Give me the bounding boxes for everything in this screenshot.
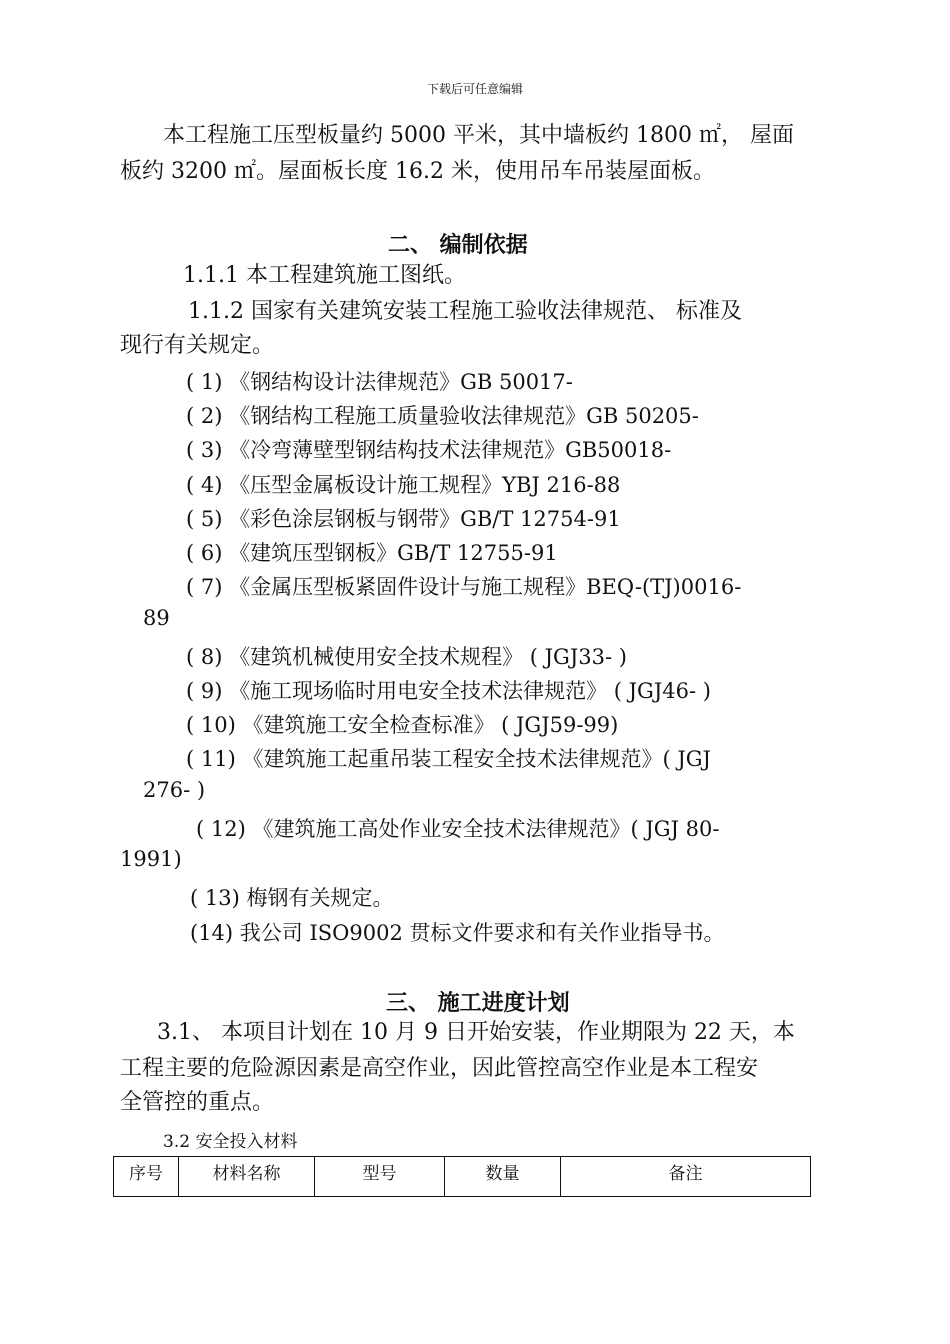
reference-item: ( 4) 《压型金属板设计施工规程》YBJ 216-88 (186, 473, 621, 497)
materials-table (113, 1156, 811, 1197)
reference-item: ( 12) 《建筑施工高处作业安全技术法律规范》( JGJ 80- (196, 817, 720, 841)
reference-item: ( 6) 《建筑压型钢板》GB/T 12755-91 (186, 541, 558, 565)
table-header-row (114, 1157, 811, 1197)
section-2-para-1: 1.1.1 本工程建筑施工图纸。 (183, 263, 466, 288)
intro-line-2: 板约 3200 ㎡。屋面板长度 16.2 米，使用吊车吊装屋面板。 (120, 159, 715, 184)
section-3-para-1a: 3.1、 本项目计划在 10 月 9 日开始安装，作业期限为 22 天，本 (157, 1020, 795, 1045)
table-header-cell: 材料名称 (179, 1157, 315, 1197)
reference-item: ( 9) 《施工现场临时用电安全技术法律规范》 ( JGJ46- ) (186, 679, 711, 703)
reference-item-continuation: 276- ) (143, 778, 206, 802)
reference-item-continuation: 89 (143, 606, 170, 630)
reference-item: ( 13) 梅钢有关规定。 (190, 886, 394, 910)
intro-line-1: 本工程施工压型板量约 5000 平米，其中墙板约 1800 ㎡， 屋面 (163, 123, 794, 148)
reference-item: ( 2) 《钢结构工程施工质量验收法律规范》GB 50205- (186, 404, 699, 428)
section-2-para-2b: 现行有关规定。 (120, 333, 275, 358)
reference-item: ( 3) 《冷弯薄壁型钢结构技术法律规范》GB50018- (186, 438, 672, 462)
table-header-cell: 数量 (445, 1157, 561, 1197)
reference-item: ( 5) 《彩色涂层钢板与钢带》GB/T 12754-91 (186, 507, 621, 531)
reference-item: (14) 我公司 ISO9002 贯标文件要求和有关作业指导书。 (190, 921, 725, 945)
section-2-title: 二、 编制依据 (388, 233, 528, 258)
reference-item-continuation: 1991) (120, 847, 182, 871)
section-2-para-2a: 1.1.2 国家有关建筑安装工程施工验收法律规范、 标准及 (188, 299, 742, 324)
reference-item: ( 8) 《建筑机械使用安全技术规程》 ( JGJ33- ) (186, 645, 627, 669)
table-header-cell: 序号 (114, 1157, 179, 1197)
section-3-para-1c: 全管控的重点。 (120, 1090, 275, 1115)
reference-item: ( 1) 《钢结构设计法律规范》GB 50017- (186, 370, 573, 394)
reference-item: ( 7) 《金属压型板紧固件设计与施工规程》BEQ-(TJ)0016- (186, 575, 742, 599)
section-3-sub-heading: 3.2 安全投入材料 (163, 1132, 298, 1152)
section-3-title: 三、 施工进度计划 (386, 991, 570, 1016)
reference-item: ( 11) 《建筑施工起重吊装工程安全技术法律规范》( JGJ (186, 747, 711, 771)
section-3-para-1b: 工程主要的危险源因素是高空作业，因此管控高空作业是本工程安 (120, 1056, 759, 1081)
table-header-cell: 备注 (561, 1157, 811, 1197)
table-header-cell: 型号 (315, 1157, 445, 1197)
reference-item: ( 10) 《建筑施工安全检查标准》 ( JGJ59-99) (186, 713, 619, 737)
page-header: 下载后可任意编辑 (426, 82, 523, 96)
